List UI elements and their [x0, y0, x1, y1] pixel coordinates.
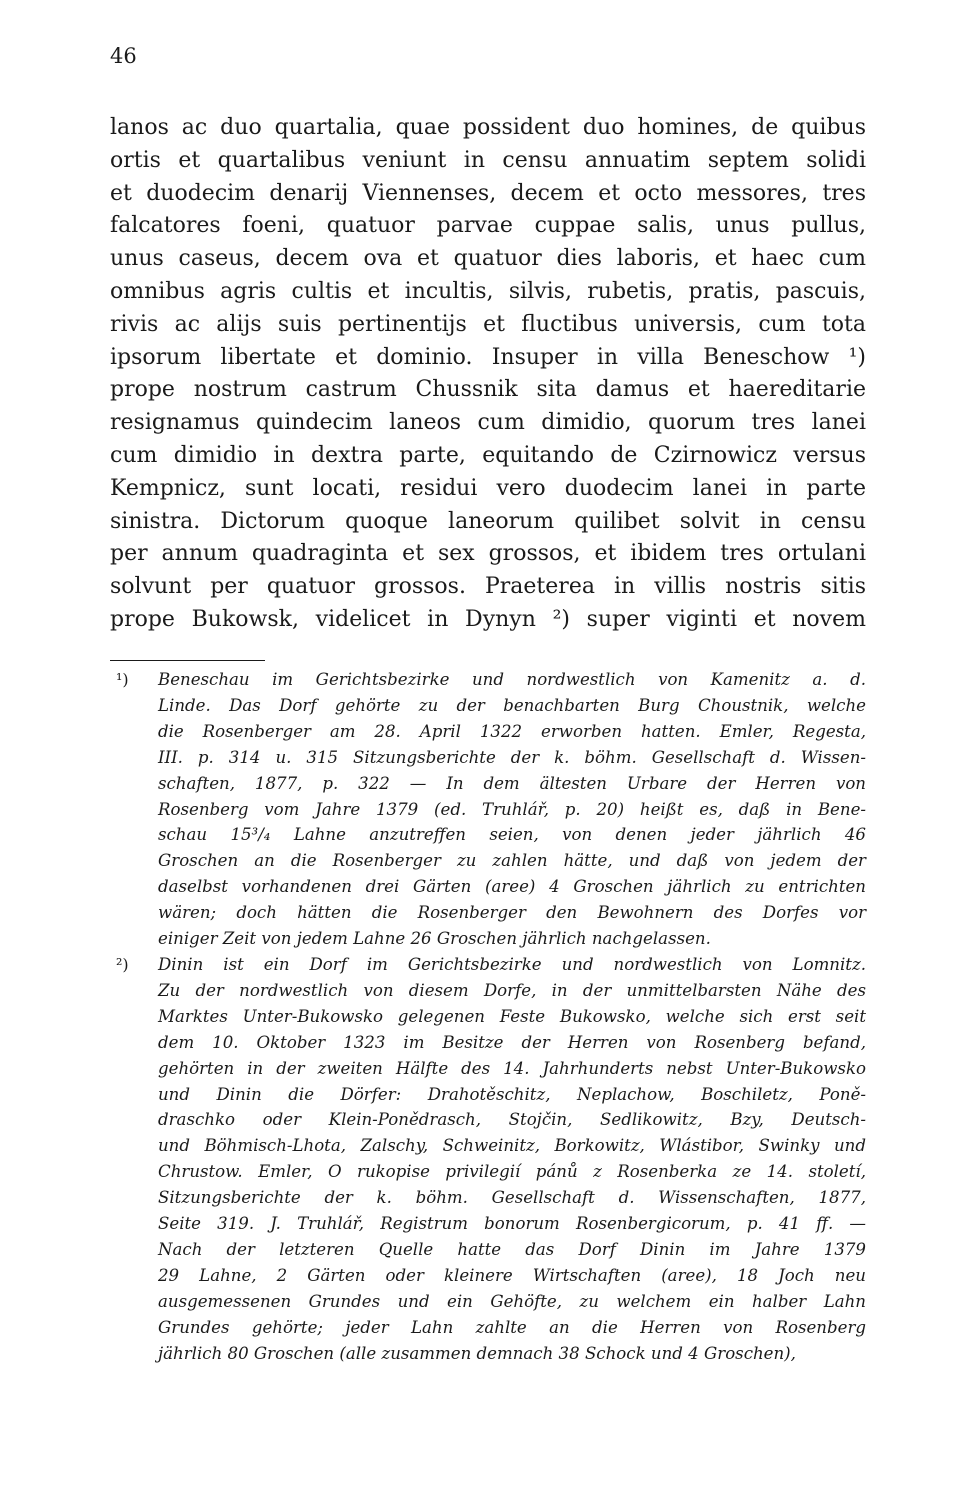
footnote-marker: ¹)	[116, 670, 129, 689]
footnote-line: jährlich 80 Groschen (alle zusammen demnach 38 Schock und 4 Groschen),	[158, 1343, 796, 1363]
text-line: sinistra. Dictorum quoque laneorum quilibet solvit in censu	[110, 508, 866, 534]
text-line: unus caseus, decem ova et quatuor dies laboris, et haec cum	[110, 246, 866, 272]
footnote-line: Marktes Unter-Bukowsko gelegenen Feste Bukowsko, welche sich erst seit	[158, 1006, 866, 1026]
footnote-2	[110, 952, 866, 1367]
text-line: lanos ac duo quartalia, quae possident duo homines, de quibus	[110, 115, 866, 140]
footnote-line: dem 10. Oktober 1323 im Besitze der Herren von Rosenberg befand,	[158, 1032, 866, 1052]
text-line: Kempnicz, sunt locati, residui vero duodecim lanei in parte	[110, 475, 866, 501]
text-line: solvunt per quatuor grossos. Praeterea in villis nostris sitis	[110, 574, 866, 600]
text-line: cum dimidio in dextra parte, equitando de Czirnowicz versus	[110, 442, 866, 468]
footnote-line: ausgemessenen Grundes und ein Gehöfte, zu welchem ein halber Lahn	[158, 1291, 866, 1311]
footnote-line: Sitzungsberichte der k. böhm. Gesellschaft d. Wissenschaften, 1877,	[158, 1188, 866, 1208]
footnote-line: Linde. Das Dorf gehörte zu der benachbarten Burg Choustnik, welche	[158, 695, 866, 715]
page-number: 46	[110, 44, 137, 68]
main-text	[110, 112, 866, 637]
footnote-line: Grundes gehörte; jeder Lahn zahlte an die Herren von Rosenberg	[158, 1317, 866, 1337]
footnote-line: Groschen an die Rosenberger zu zahlen hätte, und daß von jedem der	[158, 851, 866, 871]
text-line: prope Bukowsk, videlicet in Dynyn ²) super viginti et novem	[110, 606, 866, 632]
footnote-line: einiger Zeit von jedem Lahne 26 Groschen jährlich nachgelassen.	[158, 929, 711, 949]
text-line: rivis ac alijs suis pertinentijs et fluctibus universis, cum tota	[110, 311, 866, 337]
footnote-line: Chrustow. Emler, O rukopise privilegií pánů z Rosenberka ze 14. století,	[158, 1162, 866, 1182]
text-line: per annum quadraginta et sex grossos, et ibidem tres ortulani	[110, 541, 866, 567]
footnote-1	[110, 667, 866, 952]
footnote-line: und Böhmisch-Lhota, Zalschy, Schweinitz, Borkowitz, Wlástibor, Swinky und	[158, 1136, 866, 1156]
footnotes	[110, 667, 866, 1366]
footnote-line: Rosenberg vom Jahre 1379 (ed. Truhlář, p. 20) heißt es, daß in Bene-	[158, 799, 866, 819]
footnote-line: schaften, 1877, p. 322 — In dem ältesten Urbare der Herren von	[158, 773, 866, 793]
footnote-line: 29 Lahne, 2 Gärten oder kleinere Wirtschaften (aree), 18 Joch neu	[158, 1265, 866, 1285]
footnote-line: Zu der nordwestlich von diesem Dorfe, in der unmittelbarsten Nähe des	[158, 980, 866, 1000]
footnote-line: die Rosenberger am 28. April 1322 erworben hatten. Emler, Regesta,	[158, 721, 866, 741]
text-line: resignamus quindecim laneos cum dimidio, quorum tres lanei	[110, 410, 866, 436]
text-line: falcatores foeni, quatuor parvae cuppae salis, unus pullus,	[110, 213, 866, 239]
footnote-line: schau 15³/₄ Lahne anzutreffen seien, von denen jeder jährlich 46	[158, 825, 866, 845]
footnote-line: wären; doch hätten die Rosenberger den Bewohnern des Dorfes vor	[158, 903, 866, 923]
text-line: ortis et quartalibus veniunt in censu annuatim septem solidi	[110, 147, 866, 173]
footnote-line: Dinin ist ein Dorf im Gerichtsbezirke und nordwestlich von Lomnitz.	[158, 954, 866, 974]
footnote-marker: ²)	[116, 954, 129, 974]
footnote-line: Nach der letzteren Quelle hatte das Dorf Dinin im Jahre 1379	[158, 1239, 866, 1259]
footnote-line: gehörten in der zweiten Hälfte des 14. Jahrhunderts nebst Unter-Bukowsko	[158, 1058, 866, 1078]
text-line: ipsorum libertate et dominio. Insuper in villa Beneschow ¹)	[110, 344, 866, 370]
text-line: omnibus agris cultis et incultis, silvis, rubetis, pratis, pascuis,	[110, 278, 866, 304]
footnote-line: und Dinin die Dörfer: Drahotěschitz, Neplachow, Boschiletz, Poně-	[158, 1084, 866, 1104]
footnote-line: III. p. 314 u. 315 Sitzungsberichte der k. böhm. Gesellschaft d. Wissen-	[158, 747, 866, 767]
footnote-line: Beneschau im Gerichtsbezirke und nordwestlich von Kamenitz a. d.	[158, 670, 866, 689]
text-line: et duodecim denarij Viennenses, decem et octo messores, tres	[110, 180, 866, 206]
footnote-line: Seite 319. J. Truhlář, Registrum bonorum Rosenbergicorum, p. 41 ff. —	[158, 1214, 866, 1234]
footnote-line: draschko oder Klein-Ponědrasch, Stojčin, Sedlikowitz, Bzy, Deutsch-	[158, 1110, 866, 1130]
text-line: prope nostrum castrum Chussnik sita damus et haereditarie	[110, 377, 866, 403]
footnote-line: daselbst vorhandenen drei Gärten (aree) 4 Groschen jährlich zu entrichten	[158, 877, 866, 897]
footnote-divider	[110, 660, 265, 661]
